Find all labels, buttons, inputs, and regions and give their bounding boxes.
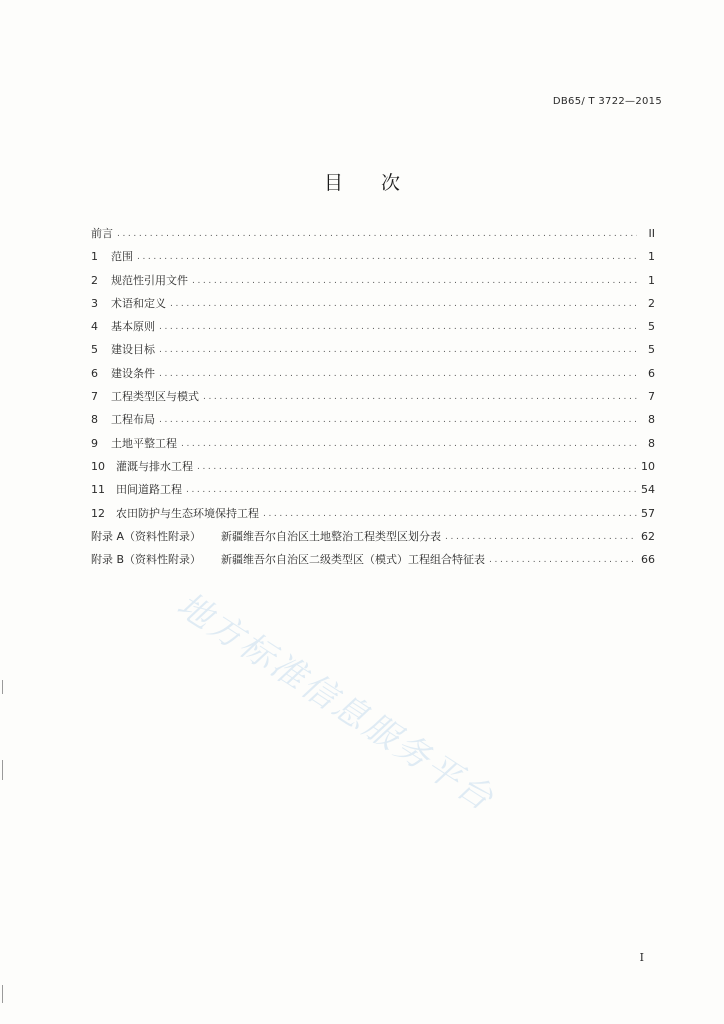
toc-entry-page: 10	[641, 459, 655, 473]
toc-entry-10[interactable]	[91, 460, 655, 483]
toc-entry-number: 11	[91, 483, 105, 497]
toc-entry-2[interactable]	[91, 274, 655, 297]
toc-entry-number: 12	[91, 506, 105, 520]
toc-entry-number: 2	[91, 273, 98, 287]
toc-entry-page: 5	[648, 320, 655, 334]
dot-leader	[117, 227, 637, 241]
toc-entry-number: 1	[91, 250, 98, 264]
dot-leader	[159, 367, 637, 381]
dot-leader	[159, 343, 637, 357]
toc-entry-label: 新疆维吾尔自治区二级类型区（模式）工程组合特征表	[221, 553, 486, 567]
toc-entry-label: 范围	[111, 250, 133, 264]
toc-entry-page: 1	[648, 250, 655, 264]
toc-entry-page: 66	[641, 553, 655, 567]
dot-leader	[263, 507, 637, 521]
dot-leader	[186, 483, 637, 497]
toc-entry-label: 前言	[91, 227, 113, 240]
standard-code: DB65/ T 3722—2015	[552, 96, 662, 107]
page-number: I	[639, 951, 644, 964]
appendix-prefix: 附录 B（资料性附录）	[91, 553, 202, 567]
toc-entry-number: 3	[91, 296, 98, 310]
toc-entry-page: 7	[648, 390, 655, 404]
scan-edge-mark	[2, 760, 3, 780]
toc-entry-9[interactable]	[91, 437, 655, 460]
watermark: 地方标准信息服务平台	[169, 584, 502, 820]
toc-entry-number: 10	[91, 459, 105, 473]
toc-entry-6[interactable]	[91, 367, 655, 390]
dot-leader	[170, 297, 637, 311]
dot-leader	[159, 320, 637, 334]
page-title	[0, 168, 724, 195]
toc-entry-label: 术语和定义	[111, 296, 166, 310]
toc-entry-4[interactable]	[91, 320, 655, 343]
toc-entry-label: 规范性引用文件	[111, 273, 188, 287]
toc-entry-page: 5	[648, 343, 655, 357]
toc-entry-7[interactable]	[91, 390, 655, 413]
toc-entry-page: II	[648, 227, 655, 240]
dot-leader	[181, 437, 637, 451]
toc-entry-label: 新疆维吾尔自治区土地整治工程类型区划分表	[221, 529, 442, 543]
toc-entry-number: 5	[91, 343, 98, 357]
toc-entry-number: 9	[91, 436, 98, 450]
toc-entry-page: 8	[648, 436, 655, 450]
dot-leader	[159, 413, 637, 427]
toc-entry-label: 基本原则	[111, 320, 155, 334]
toc-entry-label: 土地平整工程	[111, 436, 177, 450]
toc-entry-page: 57	[641, 506, 655, 520]
toc-entry-1[interactable]	[91, 250, 655, 273]
toc-entry-11[interactable]	[91, 483, 655, 506]
toc-entry-page: 54	[641, 483, 655, 497]
toc-entry-5[interactable]	[91, 343, 655, 366]
toc-entry-label: 建设目标	[111, 343, 155, 357]
dot-leader	[203, 390, 637, 404]
title-part-2: 次	[381, 172, 401, 194]
toc-entry-number: 4	[91, 320, 98, 334]
toc-entry-page: 8	[648, 413, 655, 427]
toc-entry-preface[interactable]	[91, 227, 655, 250]
scan-edge-mark	[2, 680, 3, 694]
toc-entry-label: 灌溉与排水工程	[116, 459, 193, 473]
toc-entry-label: 农田防护与生态环境保持工程	[116, 506, 259, 520]
dot-leader	[445, 530, 637, 544]
scan-edge-mark	[2, 985, 3, 1003]
toc-entry-page: 2	[648, 296, 655, 310]
toc-entry-label: 田间道路工程	[116, 483, 182, 497]
appendix-prefix: 附录 A（资料性附录）	[91, 529, 202, 543]
toc-entry-number: 7	[91, 390, 98, 404]
toc-entry-label: 建设条件	[111, 366, 155, 380]
toc-entry-page: 1	[648, 273, 655, 287]
table-of-contents	[91, 227, 655, 576]
toc-entry-appendix-b[interactable]	[91, 553, 655, 576]
toc-entry-label: 工程布局	[111, 413, 155, 427]
toc-entry-8[interactable]	[91, 413, 655, 436]
toc-entry-12[interactable]	[91, 507, 655, 530]
title-part-1: 目	[323, 172, 343, 194]
toc-entry-number: 8	[91, 413, 98, 427]
dot-leader	[137, 250, 637, 264]
toc-entry-3[interactable]	[91, 297, 655, 320]
toc-entry-page: 62	[641, 529, 655, 543]
dot-leader	[197, 460, 637, 474]
dot-leader	[489, 553, 637, 567]
toc-entry-appendix-a[interactable]	[91, 530, 655, 553]
dot-leader	[192, 274, 637, 288]
toc-entry-number: 6	[91, 366, 98, 380]
toc-entry-page: 6	[648, 366, 655, 380]
toc-entry-label: 工程类型区与模式	[111, 390, 199, 404]
